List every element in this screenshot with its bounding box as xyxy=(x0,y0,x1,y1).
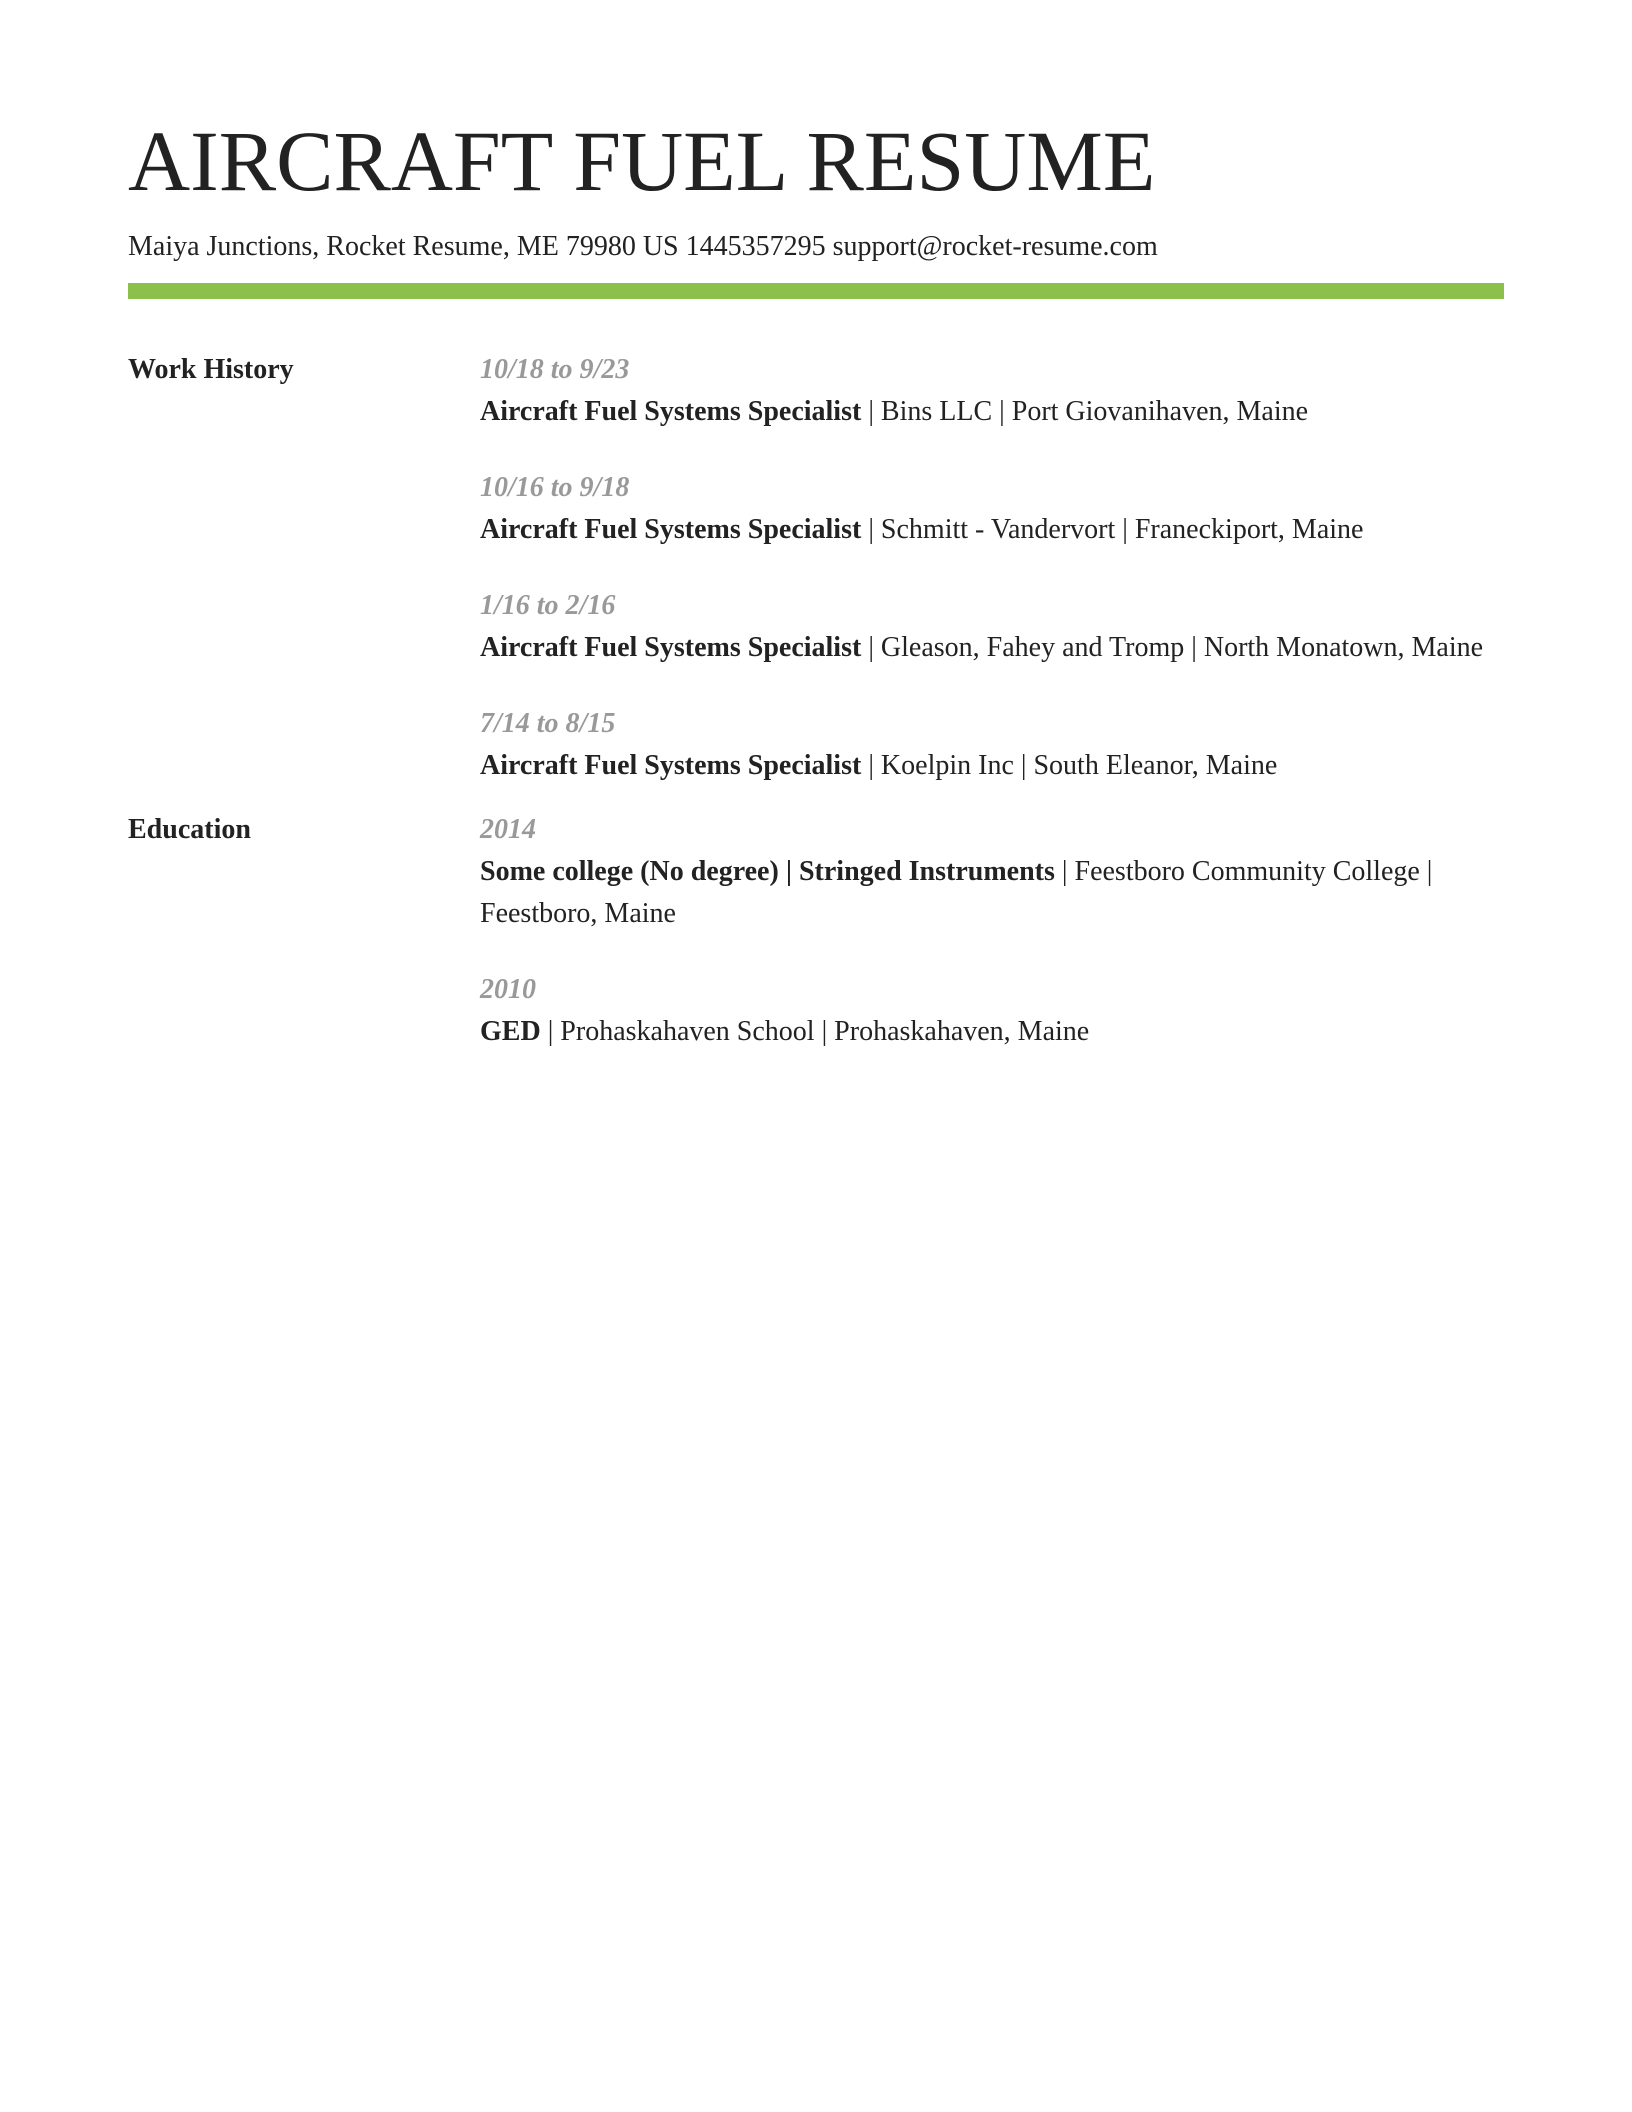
education-entries xyxy=(480,809,1504,1087)
entry-line xyxy=(480,509,1504,551)
entry-line xyxy=(480,627,1504,669)
header-divider xyxy=(128,283,1504,299)
entry-details: | Koelpin Inc | South Eleanor, Maine xyxy=(861,749,1278,781)
entry-title: Aircraft Fuel Systems Specialist xyxy=(480,749,862,781)
entry-date: 2010 xyxy=(480,973,536,1005)
work-history-section xyxy=(128,349,1504,821)
education-section xyxy=(128,809,1504,1087)
entry-line xyxy=(480,745,1504,787)
contact-line: Maiya Junctions, Rocket Resume, ME 79980 US 1445357295 support@rocket-resume.com xyxy=(128,231,1158,262)
section-label-education: Education xyxy=(128,813,251,845)
work-entry xyxy=(480,467,1504,551)
entry-title: Aircraft Fuel Systems Specialist xyxy=(480,395,862,427)
entry-date: 7/14 to 8/15 xyxy=(480,707,616,739)
entry-title: Aircraft Fuel Systems Specialist xyxy=(480,513,862,545)
entry-details: | Schmitt - Vandervort | Franeckiport, Maine xyxy=(861,513,1364,545)
entry-title: Aircraft Fuel Systems Specialist xyxy=(480,631,862,663)
entry-details: | Prohaskahaven School | Prohaskahaven, Maine xyxy=(540,1015,1090,1047)
entry-details: | Bins LLC | Port Giovanihaven, Maine xyxy=(861,395,1309,427)
entry-line xyxy=(480,391,1504,433)
entry-date: 10/18 to 9/23 xyxy=(480,353,630,385)
entry-details: | Feestboro Community College | Feestboro, Maine xyxy=(480,855,1433,929)
entry-title: Some college (No degree) | Stringed Instruments xyxy=(480,855,1055,887)
work-history-entries xyxy=(480,349,1504,821)
entry-date: 2014 xyxy=(480,813,536,845)
education-entry xyxy=(480,809,1504,935)
section-label-work-history: Work History xyxy=(128,353,294,385)
resume-title: AIRCRAFT FUEL RESUME xyxy=(128,113,1156,209)
work-entry xyxy=(480,703,1504,787)
entry-title: GED xyxy=(480,1015,541,1047)
work-entry xyxy=(480,349,1504,433)
entry-line xyxy=(480,1011,1504,1053)
entry-date: 10/16 to 9/18 xyxy=(480,471,630,503)
entry-date: 1/16 to 2/16 xyxy=(480,589,616,621)
work-entry xyxy=(480,585,1504,669)
resume-page xyxy=(128,113,1504,1087)
entry-line xyxy=(480,851,1504,935)
entry-details: | Gleason, Fahey and Tromp | North Monatown, Maine xyxy=(861,631,1484,663)
education-entry xyxy=(480,969,1504,1053)
